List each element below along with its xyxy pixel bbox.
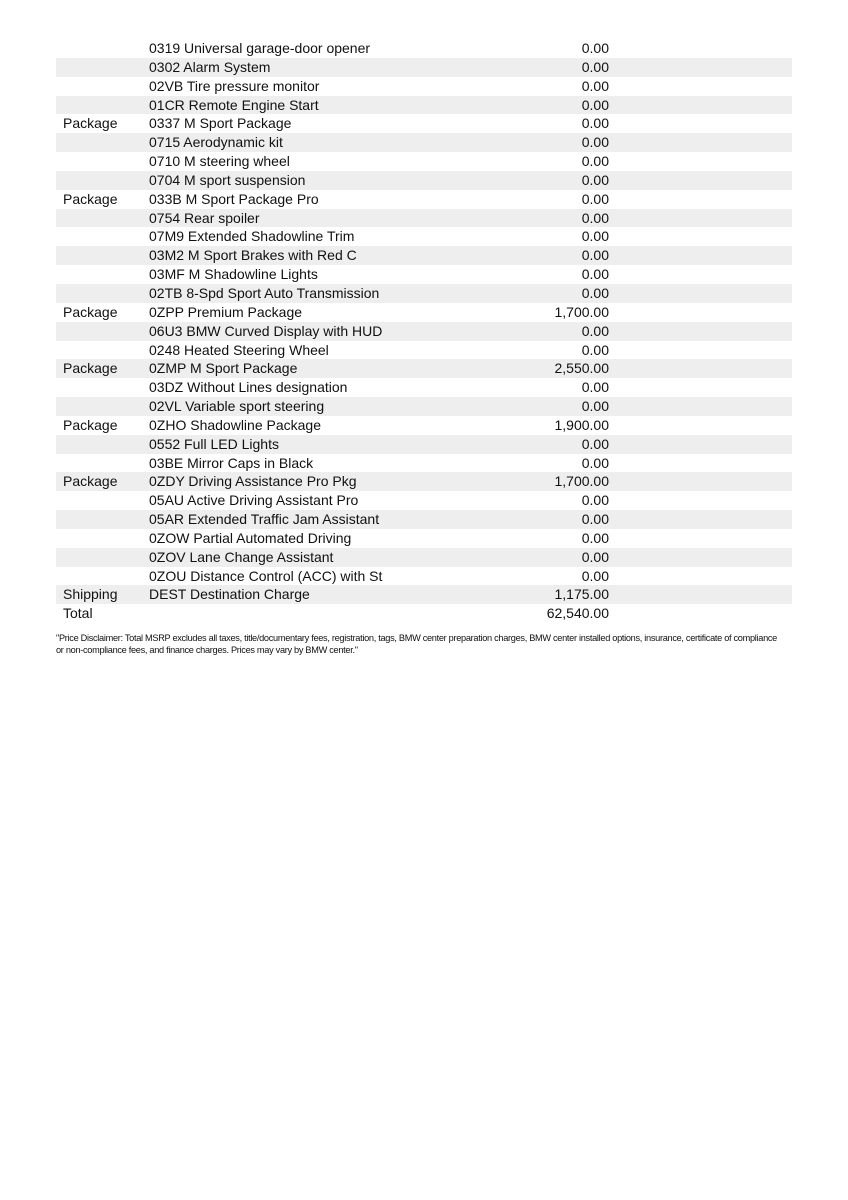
row-price: 0.00 bbox=[581, 96, 609, 113]
row-price: 0.00 bbox=[581, 190, 609, 207]
table-row bbox=[56, 378, 792, 397]
row-description: 03M2 M Sport Brakes with Red C bbox=[149, 247, 357, 264]
row-description: 03MF M Shadowline Lights bbox=[149, 266, 318, 283]
table-row bbox=[56, 567, 792, 586]
row-price: 0.00 bbox=[581, 511, 609, 528]
table-row bbox=[56, 548, 792, 567]
row-price: 0.00 bbox=[581, 115, 609, 132]
table-row bbox=[56, 114, 792, 133]
table-row bbox=[56, 397, 792, 416]
row-price: 0.00 bbox=[581, 454, 609, 471]
row-price: 0.00 bbox=[581, 548, 609, 565]
row-description: 0754 Rear spoiler bbox=[149, 209, 260, 226]
row-description: 0ZOV Lane Change Assistant bbox=[149, 548, 334, 565]
table-row bbox=[56, 322, 792, 341]
row-description: 02TB 8-Spd Sport Auto Transmission bbox=[149, 284, 380, 301]
total-label: Total bbox=[63, 605, 93, 622]
row-description: 0337 M Sport Package bbox=[149, 115, 292, 132]
row-category: Package bbox=[63, 416, 118, 433]
row-price: 0.00 bbox=[581, 153, 609, 170]
table-row bbox=[56, 303, 792, 322]
row-description: 05AR Extended Traffic Jam Assistant bbox=[149, 511, 380, 528]
table-row bbox=[56, 39, 792, 58]
row-price: 1,175.00 bbox=[554, 586, 609, 603]
row-description: 0ZPP Premium Package bbox=[149, 303, 303, 320]
row-description: 07M9 Extended Shadowline Trim bbox=[149, 228, 355, 245]
table-row bbox=[56, 435, 792, 454]
row-price: 0.00 bbox=[581, 209, 609, 226]
row-description: 05AU Active Driving Assistant Pro bbox=[149, 492, 359, 509]
row-category: Package bbox=[63, 115, 118, 132]
row-category: Package bbox=[63, 190, 118, 207]
row-price: 0.00 bbox=[581, 398, 609, 415]
row-category: Package bbox=[63, 303, 118, 320]
row-description: 0248 Heated Steering Wheel bbox=[149, 341, 329, 358]
row-price: 0.00 bbox=[581, 435, 609, 452]
table-row bbox=[56, 265, 792, 284]
row-category: Shipping bbox=[63, 586, 118, 603]
table-row bbox=[56, 472, 792, 491]
row-description: 02VL Variable sport steering bbox=[149, 398, 325, 415]
price-table bbox=[56, 39, 792, 623]
row-price: 0.00 bbox=[581, 379, 609, 396]
table-row bbox=[56, 510, 792, 529]
table-row bbox=[56, 77, 792, 96]
table-row bbox=[56, 491, 792, 510]
row-description: 01CR Remote Engine Start bbox=[149, 96, 319, 113]
row-price: 0.00 bbox=[581, 171, 609, 188]
table-row bbox=[56, 454, 792, 473]
row-price: 0.00 bbox=[581, 284, 609, 301]
table-row bbox=[56, 529, 792, 548]
row-price: 0.00 bbox=[581, 492, 609, 509]
table-row bbox=[56, 246, 792, 265]
row-description: 0552 Full LED Lights bbox=[149, 435, 279, 452]
row-price: 1,700.00 bbox=[554, 303, 609, 320]
row-description: 03BE Mirror Caps in Black bbox=[149, 454, 314, 471]
row-description: 0ZOU Distance Control (ACC) with St bbox=[149, 567, 383, 584]
price-disclaimer: "Price Disclaimer: Total MSRP excludes all taxes, title/documentary fees, registration, tags, BMW center preparation charges, BMW center installed options, insurance, certificate of compliance or non-compliance fees, and finance charges. Prices may vary by BMW center." bbox=[56, 633, 777, 655]
row-description: 0ZHO Shadowline Package bbox=[149, 416, 321, 433]
row-price: 0.00 bbox=[581, 529, 609, 546]
row-price: 0.00 bbox=[581, 322, 609, 339]
row-price: 1,700.00 bbox=[554, 473, 609, 490]
row-description: 0ZOW Partial Automated Driving bbox=[149, 529, 352, 546]
table-row bbox=[56, 190, 792, 209]
row-description: 0ZDY Driving Assistance Pro Pkg bbox=[149, 473, 357, 490]
row-category: Package bbox=[63, 473, 118, 490]
row-category: Package bbox=[63, 360, 118, 377]
table-row bbox=[56, 416, 792, 435]
row-price: 0.00 bbox=[581, 341, 609, 358]
row-description: 0704 M sport suspension bbox=[149, 171, 306, 188]
row-description: 0319 Universal garage-door opener bbox=[149, 40, 371, 56]
row-description: 0715 Aerodynamic kit bbox=[149, 134, 283, 151]
row-description: 033B M Sport Package Pro bbox=[149, 190, 319, 207]
table-row bbox=[56, 209, 792, 228]
table-row bbox=[56, 585, 792, 604]
row-price: 1,900.00 bbox=[554, 416, 609, 433]
table-row bbox=[56, 58, 792, 77]
table-row bbox=[56, 152, 792, 171]
row-price: 0.00 bbox=[581, 134, 609, 151]
row-price: 0.00 bbox=[581, 567, 609, 584]
row-description: 0302 Alarm System bbox=[149, 58, 271, 75]
table-row bbox=[56, 227, 792, 246]
table-row bbox=[56, 171, 792, 190]
row-price: 0.00 bbox=[581, 266, 609, 283]
row-price: 0.00 bbox=[581, 77, 609, 94]
row-description: 0710 M steering wheel bbox=[149, 153, 290, 170]
table-row bbox=[56, 96, 792, 115]
row-description: DEST Destination Charge bbox=[149, 586, 310, 603]
table-row bbox=[56, 284, 792, 303]
row-price: 2,550.00 bbox=[554, 360, 609, 377]
table-row bbox=[56, 359, 792, 378]
row-description: 02VB Tire pressure monitor bbox=[149, 77, 320, 94]
row-description: 06U3 BMW Curved Display with HUD bbox=[149, 322, 383, 339]
table-row bbox=[56, 133, 792, 152]
row-price: 0.00 bbox=[581, 40, 609, 56]
row-description: 0ZMP M Sport Package bbox=[149, 360, 298, 377]
row-description: 03DZ Without Lines designation bbox=[149, 379, 348, 396]
row-price: 0.00 bbox=[581, 228, 609, 245]
total-price: 62,540.00 bbox=[546, 605, 609, 622]
row-price: 0.00 bbox=[581, 247, 609, 264]
row-price: 0.00 bbox=[581, 58, 609, 75]
total-row bbox=[56, 604, 792, 623]
table-row bbox=[56, 341, 792, 360]
